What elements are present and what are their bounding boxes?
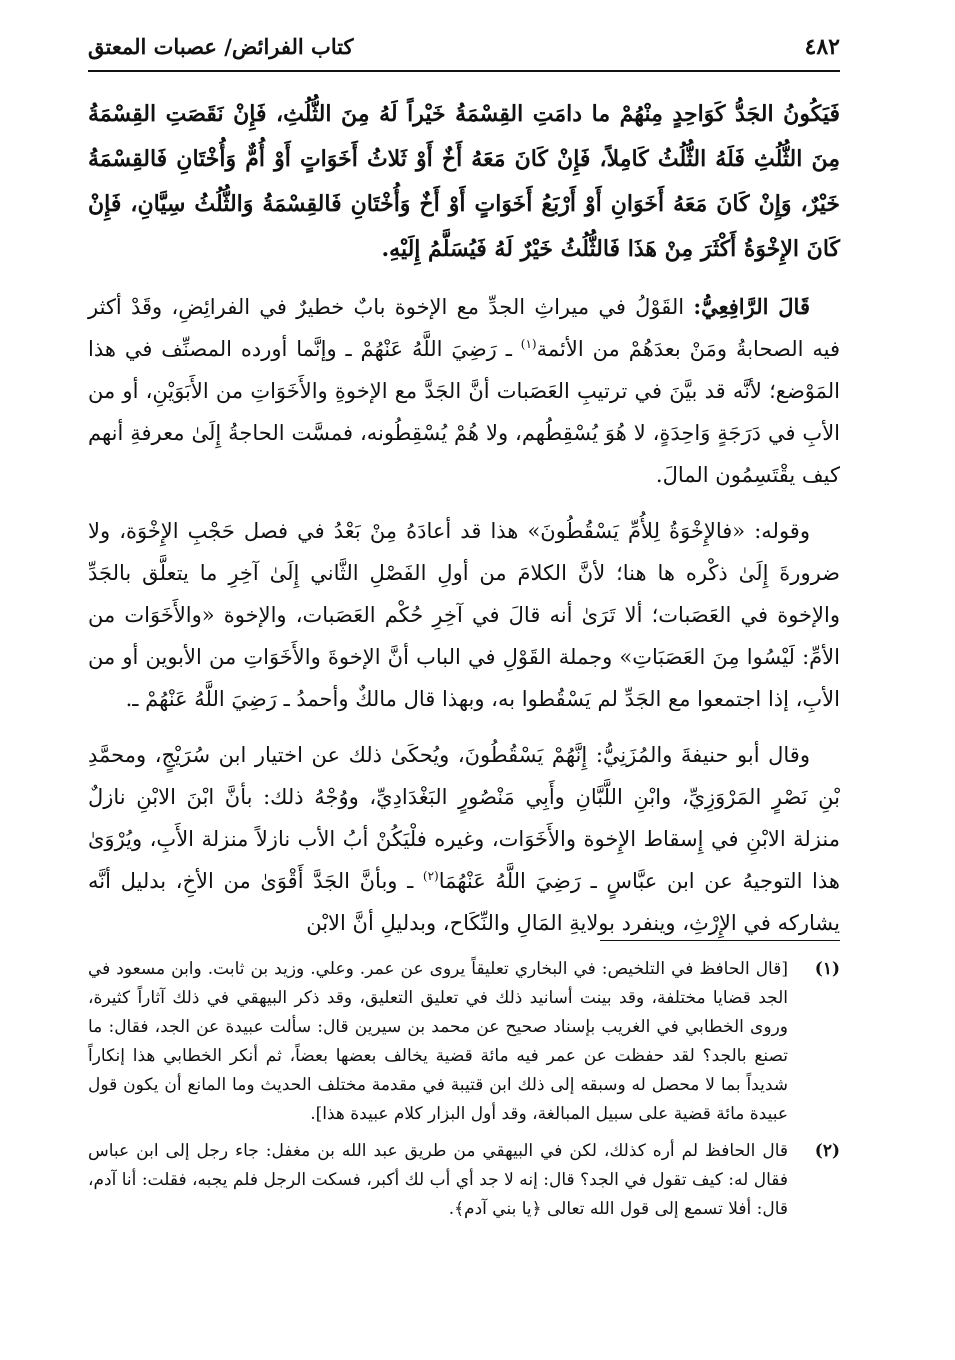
- paragraph-text: القَوْلُ في ميراثِ الجدِّ مع الإخوة بابٌ خطيرٌ في الفرائِضِ، وقَدْ أكثر فيه الصحابةُ ومَنْ بعدَهُمْ من الأئمة: [88, 295, 840, 361]
- commentary-paragraph-3: [88, 734, 840, 944]
- page-number: ٤٨٢: [804, 34, 840, 60]
- footnote-2: [88, 1137, 840, 1224]
- footnote-ref-2[interactable]: (٢): [422, 869, 439, 883]
- footnote-ref-1[interactable]: (١): [520, 337, 537, 351]
- footnote-number: (١): [814, 959, 840, 979]
- running-title: كتاب الفرائض/ عصبات المعتق: [88, 34, 354, 59]
- paragraph-text: ـ وبأنَّ الجَدَّ أَقْوَىٰ من الأخِ، بدليل أنَّه يشاركه في الإِرْثِ، وينفرد بولايةِ المَالِ والنِّكَاح، وبدليلِ أنَّ الابْن: [88, 869, 840, 935]
- paragraph-text: وقال أبو حنيفةَ والمُزَنِيُّ: إِنَّهُمْ يَسْقُطُونَ، ويُحكَىٰ ذلك عن اختيار ابن سُرَيْجٍ، ومحمَّدِ بْنِ نَصْرٍ المَرْوَزِيِّ، وابْنِ اللَّبَّانِ وأَبِي مَنْصُورٍ البَغْدَادِيِّ، ووُجْهُ ذلك: بأنَّ ابْنَ الابْنِ نازلٌ منزلة الابْنِ في إِسقاط الإِخوة والأَخَوَات، وغيره فلْيَكُنْ أبُ الأب نازلاً منزلة الأَبِ، ويُرْوَىٰ هذا التوجيهُ عن ابن عبَّاسٍ ـ رَضِيَ اللَّهُ عَنْهُمَا: [88, 743, 840, 893]
- commentary-paragraph-1: [88, 286, 840, 496]
- speaker-label: قَالَ الرَّافِعِيُّ:: [693, 294, 810, 319]
- footnote-1: [88, 955, 840, 1129]
- footnote-text: [قال الحافظ في التلخيص: في البخاري تعليقاً يروى عن عمر. وعلي. وزيد بن ثابت. وابن مسعود في الجد قضايا مختلفة، وقد بينت أسانيد ذلك في تعليق التعليق، وقد ذكر البيهقي في ذلك آثاراً كثيرة، وروى الخطابي في الغريب بإسناد صحيح عن محمد بن سيرين قال: سألت عبيدة عن الجد، فقال: ما تصنع بالجد؟ لقد حفظت عن عمر فيه مائة قضية يخالف بعضها بعضاً، ثم أنكر الخطابي هذا إنكاراً شديداً بما لا محصل له وسبقه إلى ذلك ابن قتيبة في مقدمة مختلف الحديث وما المانع أن يكون قول عبيدة مائة قضية على سبيل المبالغة، وقد أول البزار كلام عبيدة هذا].: [88, 959, 788, 1124]
- page-header: [88, 30, 840, 70]
- header-rule: [88, 70, 840, 72]
- footnote-separator: [600, 940, 840, 941]
- paragraph-text: ـ رَضِيَ اللَّهُ عَنْهُمْ ـ وإنَّما أورده المصنِّف في هذا المَوْضع؛ لأنَّه قد بيَّنَ في ترتيبِ العَصَبات أنَّ الجَدَّ مع الإخوةِ والأَخَوَاتِ من الأَبَوَيْنِ، أو من الأبِ في دَرَجَةٍ وَاحِدَةٍ، لا هُوَ يُسْقِطُهم، ولا هُمْ يُسْقِطُونه، فمسَّت الحاجةُ إِلَىٰ معرفةِ أنهم كيف يقْتَسِمُون المالَ.: [88, 337, 841, 487]
- footnote-text: قال الحافظ لم أره كذلك، لكن في البيهقي من طريق عبد الله بن مغفل: جاء رجل إلى ابن عباس فقال له: كيف تقول في الجد؟ قال: إنه لا جد أي أب لك أكبر، فسكت الرجل فلم يجبه، فقلت: أنا آدم، قال: أفلا تسمع إلى قول الله تعالى ﴿يا بني آدم﴾.: [88, 1141, 788, 1219]
- commentary-paragraph-2: وقوله: «فالإِخْوَةُ لِلأُمِّ يَسْقُطُونَ» هذا قد أعادَهُ مِنْ بَعْدُ في فصل حَجْبِ الإِخْوَة، ولا ضرورةَ إِلَىٰ ذكْره ها هنا؛ لأنَّ الكلامَ من أولِ الفَصْلِ الثَّاني إِلَىٰ آخِرِ ما يتعلَّق بالجَدِّ والإخوة في العَصَبات؛ ألا تَرَىٰ أنه قالَ في آخِرِ حُكْم العَصَبات، والإخوة «والأَخَوَات من الأمِّ: لَيْسُوا مِنَ العَصَبَاتِ» وجملة القَوْلِ في الباب أنَّ الإخوةَ والأَخَوَاتِ من الأبوين أو من الأبِ، إذا اجتمعوا مع الجَدِّ لم يَسْقُطوا به، وبهذا قال مالكٌ وأحمدُ ـ رَضِيَ اللَّهُ عَنْهُمْ ـ.: [88, 519, 840, 711]
- footnotes: [88, 955, 840, 1232]
- main-text: [88, 92, 840, 958]
- matn-text: فَيَكُونُ الجَدُّ كَوَاحِدٍ مِنْهُمْ ما دامَتِ القِسْمَةُ خَيْراً لَهُ مِنَ الثُّلُثِ، فَإِنْ نَقَصَتِ القِسْمَةُ مِنَ الثُّلُثِ فَلَهُ الثُّلُثُ كَامِلاً، فَإِنْ كَانَ مَعَهُ أَخٌ أَوْ ثَلاثُ أَخَوَاتٍ أَوْ أُمٌّ وَأُخْتَانِ فَالقِسْمَةُ خَيْرٌ، وَإِنْ كَانَ مَعَهُ أَخَوَانِ أَوْ أَرْبَعُ أَخَوَاتٍ أَوْ أَخٌ وَأُخْتَانِ فَالقِسْمَةُ وَالثُّلُثُ سِيَّانِ، فَإِنْ كَانَ الإِخْوَةُ أَكْثَرَ مِنْ هَذَا فَالثُّلُثُ خَيْرٌ لَهُ فَيُسَلَّمُ إِلَيْهِ.: [88, 101, 840, 262]
- footnote-number: (٢): [814, 1141, 840, 1161]
